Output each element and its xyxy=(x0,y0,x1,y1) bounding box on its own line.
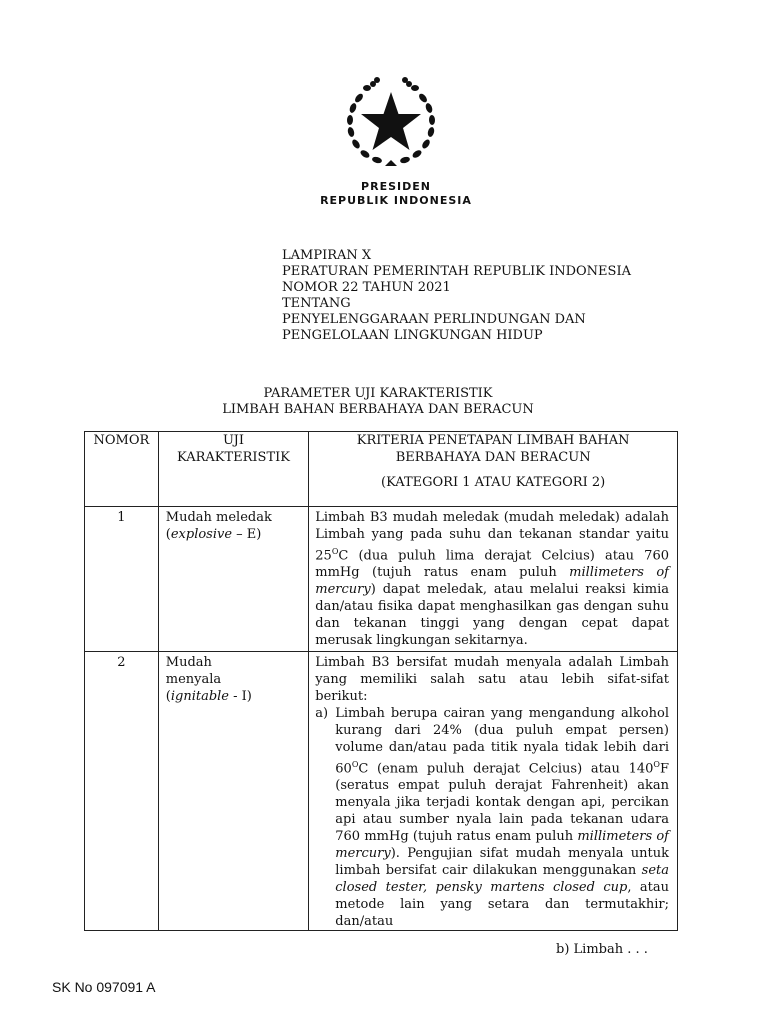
lampiran-line: PENYELENGGARAAN PERLINDUNGAN DAN xyxy=(282,312,586,327)
criteria-text: Limbah B3 mudah meledak (mudah meledak) adalah Limbah yang pada suhu dan tekanan standar yaitu $25^OC$ (dua puluh lima derajat Celcius) atau 760 mmHg (tujuh ratus enam puluh millimeters of mercury) dapat meledak, atau melalui reaksi kimia dan/atau fisika dapat menghasilkan gas dengan suhu dan tekanan tinggi yang dengan cepat dapat merusak lingkungan sekitarnya. xyxy=(315,510,669,649)
header-kriteria-line1: KRITERIA PENETAPAN LIMBAH BAHAN xyxy=(356,433,630,448)
parameter-table xyxy=(84,431,678,931)
lampiran-line: TENTANG xyxy=(282,296,351,311)
lampiran-line: LAMPIRAN X xyxy=(282,248,372,263)
table-header-row xyxy=(85,432,678,507)
header-kriteria-line2: BERBAHAYA DAN BERACUN xyxy=(395,450,591,465)
row-characteristic xyxy=(158,507,309,652)
row-characteristic xyxy=(158,652,309,931)
characteristic-term: (explosive – E) xyxy=(165,527,262,542)
document-title-line2: LIMBAH BAHAN BERBAHAYA DAN BERACUN xyxy=(222,402,534,417)
lampiran-line: NOMOR 22 TAHUN 2021 xyxy=(282,280,451,295)
table-row xyxy=(85,652,678,931)
lampiran-line: PERATURAN PEMERINTAH REPUBLIK INDONESIA xyxy=(282,264,631,279)
footer-code: SK No 097091 A xyxy=(52,979,156,995)
row-number: 2 xyxy=(85,652,159,931)
characteristic-name: Mudah xyxy=(165,655,212,670)
table-row xyxy=(85,507,678,652)
garuda-star-emblem xyxy=(337,74,445,170)
header-kriteria-line3: (KATEGORI 1 ATAU KATEGORI 2) xyxy=(381,475,606,490)
lampiran-line: PENGELOLAAN LINGKUNGAN HIDUP xyxy=(282,328,543,343)
header-kriteria xyxy=(309,432,678,507)
row-criteria xyxy=(309,507,678,652)
characteristic-name: menyala xyxy=(165,672,222,687)
characteristic-term: (ignitable - I) xyxy=(165,689,252,704)
header-republik: REPUBLIK INDONESIA xyxy=(320,194,472,207)
criteria-intro: Limbah B3 bersifat mudah menyala adalah Limbah yang memiliki salah satu atau lebih sifat-sifat berikut: xyxy=(315,655,669,704)
lampiran-block xyxy=(282,248,631,344)
document-title-line1: PARAMETER UJI KARAKTERISTIK xyxy=(263,386,493,401)
characteristic-name: Mudah meledak xyxy=(165,510,272,525)
header-uji: UJI xyxy=(223,433,244,448)
row-number: 1 xyxy=(85,507,159,652)
criteria-item xyxy=(315,705,669,930)
item-text: Limbah berupa cairan yang mengandung alkohol kurang dari 24% (dua puluh empat persen) volume dan/atau pada titik nyala tidak lebih dari $60^OC$ (enam puluh derajat Celcius) atau $140^OF$ (seratus empat puluh derajat Fahrenheit) akan menyala jika terjadi kontak dengan api, percikan api atau sumber nyala lain pada tekanan udara 760 mmHg (tujuh ratus enam puluh millimeters of mercury). Pengujian sifat mudah menyala untuk limbah bersifat cair dilakukan menggunakan seta closed tester, pensky martens closed cup, atau metode lain yang setara dan termutakhir; dan/atau xyxy=(335,706,670,930)
item-label: a) xyxy=(315,706,329,721)
header-nomor: NOMOR xyxy=(85,432,159,507)
row-criteria xyxy=(309,652,678,931)
header-uji-karakteristik xyxy=(158,432,309,507)
header-karakteristik: KARAKTERISTIK xyxy=(177,450,290,465)
header-presiden: PRESIDEN xyxy=(361,180,431,193)
continuation-marker: b) Limbah . . . xyxy=(556,942,648,957)
